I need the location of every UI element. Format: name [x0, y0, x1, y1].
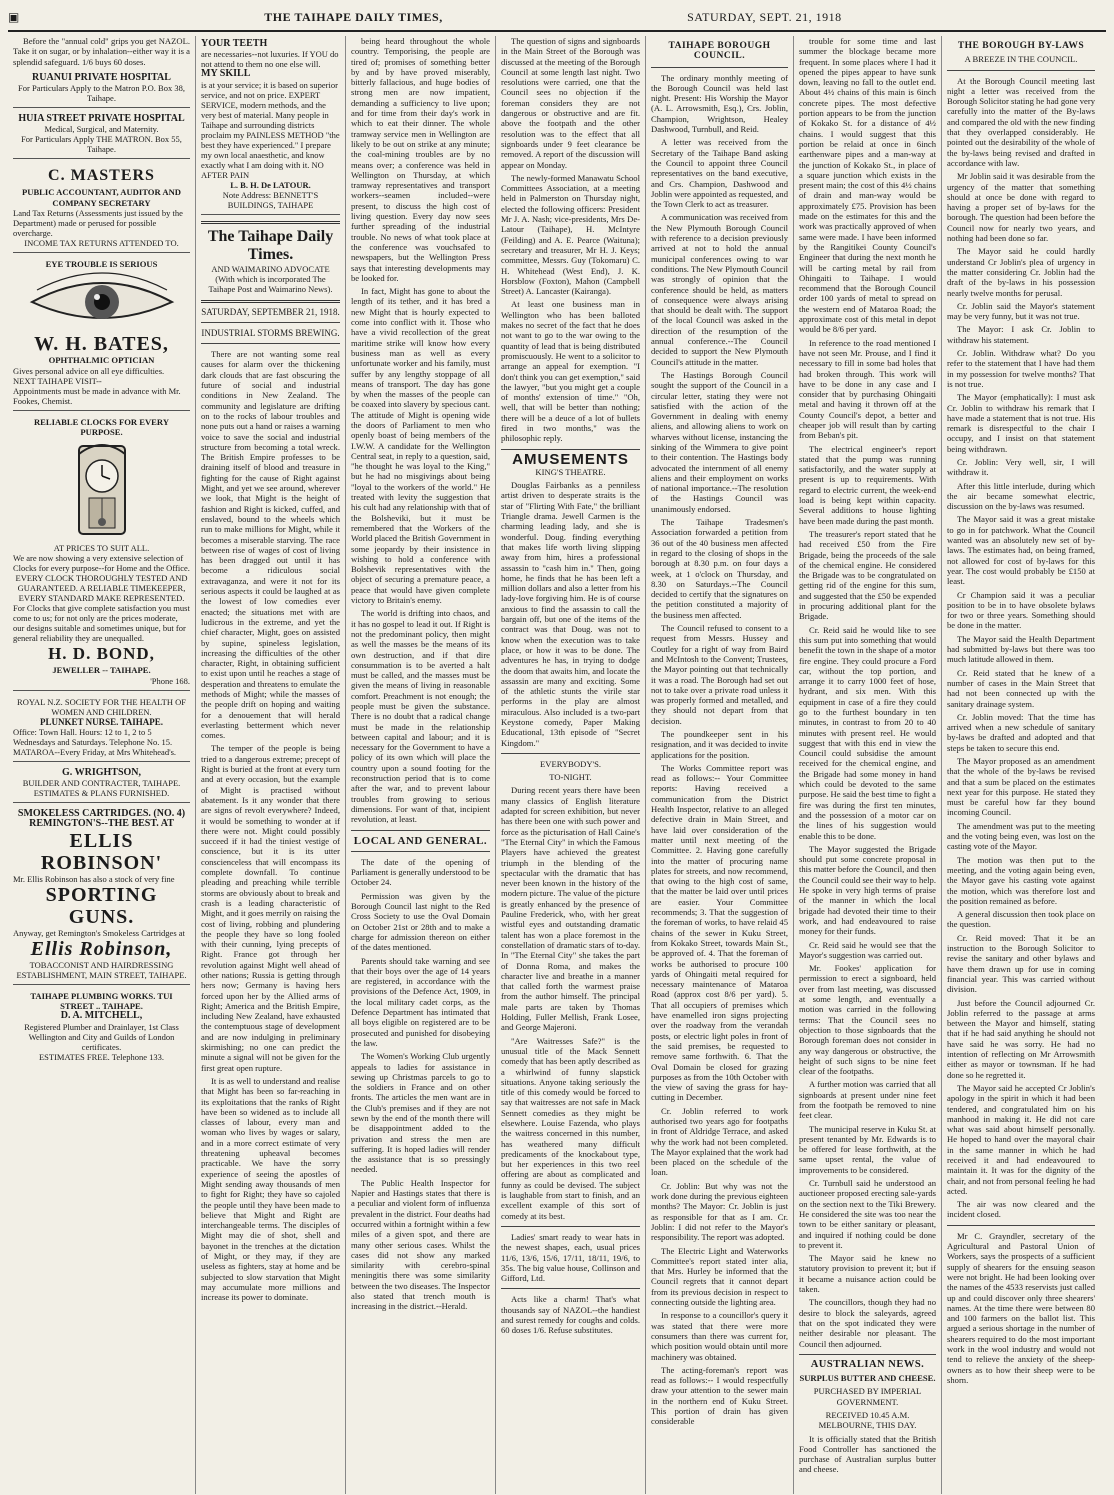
council-paragraph: Cr. Joblin: But why was not the work done during the previous eighteen months? The Mayor: Cr. Joblin is just as responsible for that as I am. Cr. Joblin: I did not refer to the Mayor's responsibility. The report was adopted. [651, 1180, 788, 1243]
bylaws-paragraph: The Mayor said the Health Department had submitted by-laws but there was too much latitude allowed in them. [947, 633, 1095, 665]
divider [501, 1288, 640, 1289]
local-item: The question of signs and signboards in the Main Street of the Borough was discussed at the meeting of the Borough Council at some length last night. Two resolutions were carried, one that the Council sees no objection if the foreman considers they are not dangerous or obstructive and are fit. above the footpath and the other resolution was to the effect that all signboards under 9 feet clearance be removed. A report of the discussion will appear on Monday. [501, 36, 640, 170]
kings-theatre-text: Douglas Fairbanks as a penniless artist driven to desperate straits is the star of "Flirting With Fate," the brilliant Triangle drama. Jewell Carmen is the charming leading lady, and she is wonderful. Doug. finding everything that makes life worth living slipping away from him, hires a professional assassin to "cash him in." Then, going home, he finds that he has been left a million dollars and also a letter from his lady-love forgiving him. He is of course anxious to find the assassin to call the bargain off, but one of the items of the contract was that Doug. was not to know when the execution was to take place, or how it was to be done. The adventures he has, in trying to dodge the doom that awaits him, and locate the assassin are many and exciting. Some of the athletic stunts the virile star performs in the play are almost miraculous. Also included is a two-part Keystone comedy, Paper Making Educational, 13th episode of "Secret Kingdom." [501, 480, 640, 748]
australian-news-text: It is officially stated that the British Food Controller has sanctioned the purchase of Australian surplus butter and cheese. [799, 1433, 936, 1475]
council-paragraph: The poundkeeper sent in his resignation, and it was decided to invite applications for the position. [651, 729, 788, 760]
society-title: ROYAL N.Z. SOCIETY FOR THE HEALTH OF WOMEN AND CHILDREN. [17, 696, 186, 717]
council-paragraph: The electrical engineer's report stated that the pump was running satisfactorily, and the water supply at present is up to requirements. With regard to electric current, the week-end load is being kept within capacity. Several additions to house lighting have been made during the past month. [799, 443, 936, 526]
remington-title: REMINGTON'S--THE BEST. AT [29, 818, 174, 830]
council-paragraph: Cr. Turnbull said he understood an auctioneer proposed erecting sale-yards on the section next to the Tiki Brewery. He considered the site was too near the town to be either sanitary or pleasant, and inquired if nothing could be done to prevent it. [799, 1178, 936, 1250]
local-item: Permission was given by the Borough Council last night to the Red Cross Society to use the Oval Domain on October 21st or 28th and to make a charge for admission thereon on either of the dates mentioned. [351, 890, 490, 953]
kings-theatre-title: KING'S THEATRE. [535, 466, 606, 477]
bylaws-paragraph: Cr. Reid stated that he knew of a number of cases in the Main Street that had not been connected up with the sanitary drainage system. [947, 667, 1095, 709]
australian-news-sub: SURPLUS BUTTER AND CHEESE. [799, 1373, 936, 1384]
clocks-prices: AT PRICES TO SUIT ALL. [53, 543, 150, 554]
plumbing-ad [13, 988, 190, 1066]
column-3 [346, 36, 496, 1494]
tonight-title: TO-NIGHT. [549, 772, 592, 783]
shearers-paragraph: Mr C. Grayndler, secretary of the Agricultural and Pastoral Union of Workers, says the prospects of a sufficient supply of shearers for the ensuing season were not bright. He had been looking over the names of the 4533 reservists just called up and could discover only three shearers' names. At the time there were between 80 and 100 farmers on the ballot list. This argued a serious shortage in the number of shearers required to do the most important work in the wool industry and would not tend to relieve the anxiety of the sheep-owners as to how their sheep were to be shorn. [947, 1230, 1095, 1385]
masters-text: Land Tax Returns (Assessments just issued by the Department) made or perused for possible overcharge. [13, 208, 183, 239]
divider [201, 322, 340, 323]
bylaws-paragraph: Cr. Joblin moved: That the time has arrived when a new schedule of sanitary by-laws be drafted and adopted and that steps be taken to secure this end. [947, 711, 1095, 753]
council-paragraph: The Works Committee report was read as follows:-- Your Committee reports: Having received a communication from the District Health Inspector, relative to an alleged defective drain in Main Street, and have laid over consideration of the matter until next meeting of the Committee. 2. Having gone carefully into the matter of procuring name plates for streets, and now recommend, that owing to the high cost of same, that the matter be laid over until prices are easier. Your Committee recommends; 3. That the suggestion of the foreman of works, to have relaid 45 chains of the sewer in Kuku Street, from Kokako Street, towards Main St., be approved of. 4. That the foreman of works be authorised to procure 100 yards of Ohingaiti metal required for necessary maintenance of Mataroa Road (approx cost 8/6 per yard). 5. That all occupiers of premises which have enamelled iron signs projecting over the roadway from the verandah posts, or electric light poles in front of the said premises, be requested to remove same forthwith. 6. That the Oval Domain be closed for grazing purposes as from the 10th October with the view of saving the grass for hay-cutting in December. [651, 762, 788, 1103]
local-item: The date of the opening of Parliament is generally understood to be October 24. [351, 856, 490, 888]
bates-name: W. H. BATES, [34, 333, 169, 356]
masters-income: INCOME TAX RETURNS ATTENDED TO. [24, 238, 179, 249]
teeth-title: YOUR TEETH [201, 38, 268, 49]
ellis-robinson-name: Ellis Robinson, [30, 937, 173, 960]
bylaws-paragraph: Cr. Reid moved: That it be an instruction to the Borough Solicitor to revise the sanitary and other bylaws and have them drawn up for use in coming financial year. This was carried without division. [947, 932, 1095, 995]
council-paragraph: Cr. Reid said he would see that the Mayor's suggestion was carried out. [799, 939, 936, 960]
divider [351, 830, 490, 831]
divider [799, 1354, 936, 1355]
divider [501, 1226, 640, 1227]
bylaws-paragraph: Cr. Joblin: Very well, sir, I will withdraw it. [947, 456, 1095, 478]
leader-continued: The world is drifting into chaos, and it has no gospel to lead it out. If Right is not the predominant policy, then might as well the masses be the means of its own destruction, and if that dire consummation is to be averted a halt must be called, and the masses must be given the means of living in reasonable comfort. Preachment is not enough; the people must be given the substance. There is no doubt that a radical change must be made in the relationship between capital and labour; and it is necessary for the Government to have a policy of its own which will place the country upon a sound footing for the reconstruction period that is to come after the war, and to prevent labour troubles from growing to serious dimensions. For want of that, incipient revolution, at least. [351, 608, 490, 825]
divider [947, 70, 1095, 71]
council-paragraph: Mr. Fookes' application for permission to erect a signboard, held over from last meeting, was discussed at some length, and eventually a motion was carried in the following terms: That the Council sees no objection to those signboards that the Borough foreman does not consider in any way dangerous or obstructive, the height of such signs to be nine feet clear of the footpaths. [799, 963, 936, 1077]
bates-text: Gives personal advice on all eye difficulties. [13, 365, 165, 376]
clocks-ad [13, 414, 190, 691]
ellis-robinson-sub: TOBACCONIST AND HAIRDRESSING ESTABLISHMENT, MAIN STREET, TAIHAPE. [16, 959, 187, 980]
council-paragraph: The ordinary monthly meeting of the Borough Council was held last night. Present: His Worship the Mayor (A. L. Arrowsmith, Esq.), Crs. Joblin, Champion, Wrightson, Healey Dashwood, Turnbull, and Reid. [651, 72, 788, 135]
bates-appointments: Appointments must be made in advance with Mr. Fookes, Chemist. [13, 385, 181, 406]
hospital-1-text: For Particulars Apply to the Matron P.O. Box 38, Taihape. [18, 83, 185, 104]
bates-visit: NEXT TAIHAPE VISIT-- [13, 375, 102, 386]
leader-continued: being heard throughout the whole country. Temporising, the people are tired of; promises of something better by and by have proved miserably, bitterly fallacious, and huge bodies of strong men are now impatient, demanding a sufficiency to live upon; and for time from their day's work in which to eat their dinner. The whole tramway service men in Wellington are likely to be out on strike at any minute; the coal-mining troubles are by no means over; a conference was held in Wellington on Thursday, at which tramway representatives and transport workers--seamen included--were present, to discuss the high cost of living question. Every day now sees further spreading of the industrial trouble. No news of what took place at the conference was vouchsafed to newspapers, but the Wellington Press says that interesting developments may be looked for. [351, 36, 490, 283]
column-5 [646, 36, 794, 1494]
bylaws-paragraph: Cr. Joblin said the Mayor's statement may be very funny, but it was not true. [947, 300, 1095, 322]
skill-text: is at your service; it is based on superior service, and not on price. EXPERT SERVICE, modern methods, and the very best of material. Many people in Taihape and surrounding districts proclaim my PAINLESS METHOD "the best they have experienced." I prepare my own local anaesthetic, and know exactly what I am doing with it. NO AFTER PAIN [201, 79, 340, 180]
plunket-text: Office: Town Hall. Hours: 12 to 1, 2 to 5 Wednesdays and Saturdays. Telephone No. 15. [13, 726, 173, 747]
mitchell-name: D. A. MITCHELL, [60, 1010, 143, 1022]
mitchell-text: Registered Plumber and Drainlayer, 1st Class Wellington and City and Guilds of London certificates. [24, 1021, 179, 1052]
everybodys-text-2: "Are Waitresses Safe?" is the unusual title of the Mack Sennett comedy that has been aptly described as a whirlwind of funny slapstick situations. Anyone taking seriously the title of this comedy would be forced to say that waitresses are not safe in Mack Sennett comedies as they might be elsewhere. Louise Fazenda, who plays the waitress concerned in this number, has weathered many difficult predicaments of the knockabout type, but her experiences in this two reel offering are about as complicated and funny as could be devised. The subject is laughable from start to finish, and an excellent example of this sort of comedy at its best. [501, 1035, 640, 1221]
divider [947, 1225, 1095, 1226]
columns [8, 36, 1106, 1494]
council-paragraph: Cr. Joblin referred to work authorised two years ago for footpaths in front of Aldridge Terrace, and asked why the work had not been completed. The Mayor explained that the work had been placed on the schedule of the loan. [651, 1105, 788, 1178]
council-paragraph: A letter was received from the Secretary of the Taihape Band asking the Council to appoint three Council representatives on the band executive, and Crs. Champion, Dashwood and Joblin were appointed as requested, and the Town Clerk to act as treasurer. [651, 137, 788, 210]
bylaws-paragraph: The amendment was put to the meeting and the voting being even, was lost on the casting vote of the Mayor. [947, 820, 1095, 852]
council-paragraph: Cr. Reid said he would like to see this sum put into something that would benefit the town in the shape of a motor fire engine. They could procure a Ford car, without the top portion, and arrange it to carry 1000 feet of hose, hydrant, and six men. With this equipment in case of a fire they could go to the furthest boundary in ten minutes, in contrast to from 20 to 40 minutes with present reel. He would suggest that with this end in view the Council could subsidise the amount received for the chemical engine, and the Brigade had some money in hand which could be devoted to the same purpose. He said the best time to fight a fire was during the first ten minutes, and the possession of a motor car on the lines of his suggestion would enable this to be done. [799, 624, 936, 841]
leader-paragraph: It is as well to understand and realise that Might has been so far-reaching in its exploitations that the ranks of Right have been so widened as to include all classes of labour, every man and woman who lives by wages or salary, and in a more correct estimate of very threatening upheaval becomes practicable. We have the sorry experience of seeing the apostles of Might sending away thousands of men to fight for Right; they have so cajoled the people until they have been made to believe that Might and Right are interchangeable terms. The disciples of Might may die of shot, shell and bayonet in the trenches at the dictation of Might, or they may, if they are useless as fighters, stay at home and be subjected to slow starvation that Might may accumulate more millions and increase its power to dominate. [201, 1075, 340, 1303]
divider [501, 449, 640, 450]
council-paragraph: The treasurer's report stated that he had received £50 from the Fire Brigade, being the proceeds of the sale of the chemical engine. He considered the Brigade was to be congratulated on getting rid of the engine for this sum, and suggested that the £50 be expended in procuring additional plant for the Brigade. [799, 528, 936, 622]
bylaws-paragraph: The Mayor: I ask Cr. Joblin to withdraw his statement. [947, 324, 1095, 345]
ellis-text: Mr. Ellis Robinson has also a stock of very fine [13, 873, 175, 884]
bylaws-paragraph: The motion was then put to the meeting, and the voting again being even, the Mayor gave his casting vote against the motion, which was therefore lost and the position remained as before. [947, 854, 1095, 906]
hospital-2-title: HUIA STREET PRIVATE HOSPITAL [18, 113, 185, 125]
nazol-ad-2: Acts like a charm! That's what thousands say of NAZOL--the handiest and surest remedy for coughs and colds. 60 doses 1/6. Refuse substitutes. [501, 1294, 640, 1336]
bylaws-title: THE BOROUGH BY-LAWS [957, 41, 1085, 51]
bylaws-subtitle: A BREEZE IN THE COUNCIL. [964, 54, 1078, 65]
column-4 [496, 36, 646, 1494]
bylaws-paragraph: Just before the Council adjourned Cr. Joblin referred to the passage at arms between the Mayor and himself, stating that if he had said anything he should not have said he was sorry. He had no intention of reflecting on Mr Arrowsmith either as mayor or townsman. If he had done so he regretted it. [947, 997, 1095, 1080]
local-item: The Public Health Inspector for Napier and Hastings states that there is a peculiar and violent form of influenza prevalent in the district. Four deaths had occurred within a fortnight within a few miles of a given spot, and there are many other serious cases. Whilst the cases did not show any marked similarity with cerebro-spinal meningitis there was some similarity between the two diseases. The Inspector also stated that trench mouth is increasing in the district.--Herald. [351, 1177, 490, 1312]
bylaws-paragraph: Cr. Joblin. Withdraw what? Do you refer to the statement that I have had them in my possession for twelve months? That is not true. [947, 348, 1095, 389]
masthead-date: SATURDAY, SEPT. 21, 1918 [687, 9, 842, 24]
dentist-address: Note Address: BENNETT'S BUILDINGS, TAIHAPE [222, 189, 319, 210]
wrightson-title: BUILDER AND CONTRACTER, TAIHAPE. [22, 778, 181, 789]
clock-illustration-icon [13, 440, 190, 540]
masthead-page-mark: ▣ [8, 9, 20, 24]
council-paragraph: trouble for some time and last summer the blockage became more frequent. In some places where I had it opened the pipes appear to have sunk down, leaving no fall to the outlet end. About 4½ chains of this main is 6inch concrete pipes. The most defective portion appears to be from the junction of Kokako St. for a distance of 4½ chains. I would suggest that this portion be relaid at once in 6inch earthenware pipes and a man-way at the junction of Kokako St., in place of a square junction which exists in the present main; the cost of this 4½ chains of drain and man-way would be approximately £75. Provision has been made on the estimates for this and the work was practically approved of when same were made. I have been informed by the Rangitikei County Council's Engineer that during the next month he will be carting metal by rail from Ohingaiti to Taihape. I would recommend that the Borough Council order 100 yards of metal to spread on the western end of Mataroa Road; the approximate cost of this metal in depot would be 8/6 per yard. [799, 36, 936, 335]
leader-title: INDUSTRIAL STORMS BREWING. [201, 327, 340, 338]
bylaws-paragraph: At the Borough Council meeting last night a letter was received from the Borough Solicitor stating he had gone very carefully into the matter of the By-laws and compared the old with the new finding that they overlapped considerably. He pointed out the desirability of the whole of the by-laws being revised and drafted in accordance with law. [947, 75, 1095, 168]
clocks-tested: EVERY CLOCK THOROUGHLY TESTED AND GUARANTEED. A RELIABLE TIMEKEEPER, EVERY STANDARD MAKE REPRESENTED. [15, 573, 188, 604]
everybodys-text: During recent years there have been many classics of English literature adapted for screen exhibition, but never has there been one with such power and force as the picturisation of Hall Caine's "The Eternal City" in which the Famous Players have achieved the greatest triumph in the blending of the spectacular with the dramatic that has never been known in the history of the modern picture. The value of the picture is greatly enhanced by the presence of Pauline Frederick, who, with her great wistful eyes and outstanding dramatic talent has won a place foremost in the constellation of dramatic stars of to-day. In "The Eternal City" she takes the part of Donna Roma, and makes the character live and breathe in a manner that called forth the warmest praise from the author himself. The principal male parts are taken by Thomas Holding, Fuller Mellish, Frank Losee, and George Majeroni. [501, 785, 640, 1033]
clocks-text-2: For Clocks that give complete satisfaction you must come to us; for not only are the prices moderate, our designs suitable and sometimes unique, but for general reliability they are unequalled. [13, 603, 190, 644]
local-item: The newly-formed Manawatu School Committees Association, at a meeting held in Palmerston on Thursday night, elected the following officers: President Mr J. A. Nash; vice-presidents, Mrs De-Latour (Taihape), H. McIntyre (Feilding) and A. E. Pearce (Waituna); secretary and treasurer, Mr H. J. Keys; committee, Messrs. Guy (Tokomaru) C. H. Whitehead (West End), J. K. Horsblow (Foxton), Mahon (Campbell Street) A. Lancaster (Kairanga). [501, 172, 640, 297]
masters-ad [13, 162, 190, 253]
hats-ad: Ladies' smart ready to wear hats in the newest shapes, each, usual prices 11/6, 13/6, 15/6, 17/11, 18/11, 19/6, to 35s. The big value house, Collinson and Gifford, Ltd. [501, 1231, 640, 1284]
clocks-text: We are now showing a very extensive selection of Clocks for every purpose--for Home and the Office. [13, 553, 190, 574]
hospital-1-title: RUANUI PRIVATE HOSPITAL [32, 71, 171, 83]
hospital-2-sub: Medical, Surgical, and Maternity. [44, 124, 159, 135]
skill-title: MY SKILL [201, 68, 251, 80]
teeth-text: are necessaries--not luxuries. If YOU do not attend to them no one else will. [201, 49, 339, 70]
council-paragraph: In response to a councillor's query it was stated that there were more consumers than there was current for, which position would obtain until more machinery was obtained. [651, 1310, 788, 1362]
bylaws-paragraph: The air was now cleared and the incident closed. [947, 1199, 1095, 1220]
plunket-ad [13, 694, 190, 762]
australian-news-sub-2: PURCHASED BY IMPERIAL GOVERNMENT. [813, 1386, 922, 1407]
council-paragraph: The municipal reserve in Kuku St. at present tenanted by Mr. Edwards is to be offered for lease forthwith, at the same upset rental, the value of improvements to be considered. [799, 1123, 936, 1175]
newspaper-nameplate-sub: AND WAIMARINO ADVOCATE (With which is incorporated The Taihape Post and Waimarino News). [208, 263, 333, 294]
masthead [8, 4, 1106, 32]
bates-title: OPHTHALMIC OPTICIAN [48, 355, 155, 366]
council-paragraph: In reference to the road mentioned I have not seen Mr. Prouse, and I find it necessary to fill in some bad holes that had broken through. This work will have to be done in any case and I consider that by purchasing Ohingaiti metal and having it thrown off at the County Council's depot, a better and cheaper job will result than by carting from Beban's pit. [799, 337, 936, 441]
plunket-mataroa: MATAROA--Every Friday, at Mrs Whitehead's. [13, 746, 177, 757]
divider [201, 343, 340, 344]
bylaws-paragraph: Mr Joblin said it was desirable from the urgency of the matter that something should at once be done with regard to having a proper set of by-laws for the borough. The question had been before the Council now for nearly two years, and nothing had been done so far. [947, 171, 1095, 244]
nazol-ad: Before the "annual cold" grips you get NAZOL. Take it on sugar, or by inhalation--either way it is a splendid safeguard. 1/6 buys 60 doses. [13, 36, 190, 67]
plumbing-title: TAIHAPE PLUMBING WORKS. TUI STREET .. TAIHAPE. [30, 990, 173, 1012]
bylaws-paragraph: The Mayor said he could hardly understand Cr Joblin's plea of urgency in the matter considering Cr. Joblin had the draft of the by-laws in his possession nearly twelve months for perusal. [947, 246, 1095, 298]
leader-paragraph: There are not wanting some real causes for alarm over the thickening dark clouds that are fast obscuring the future of social and industrial conditions in New Zealand. The community and legislature are drifting on to the rocks of labour troubles and none puts out a hand or raises a warning voice to save the social and industrial structure from becoming a total wreck. The British Empire professes to be draining itself of blood and treasure in fighting for the cause of Right against Might, and yet we see around, wherever we look, that Might is the height of fashion and Right is kicked, cuffed, and enslaved, bound to the wheels which run to make millions for Might, while it becomes a miserable starving. The race between rise of wages of cost of living has been dragged out until it has become a ridiculous social extravaganza, and were it not for its serious aspects it could be laughed at as the lowest of low comedies ever enacted; the situations met with are ludicrous in the extreme, and yet the chief character, Might, goes on assisted by supine, spineless legislation, increasing the difficulties of the other character, Right, in obtaining sufficient to exist upon until he reaches a stage of desperation and threatens to emulate the methods of Might; while the masses of the people drift on hoping and waiting for a denouement that will herald everlasting betterment which never comes. [201, 349, 340, 741]
eye-illustration-icon [13, 272, 190, 330]
hospital-ad-1 [13, 70, 190, 108]
masters-name: C. MASTERS [48, 167, 155, 185]
australian-news-title: AUSTRALIAN NEWS. [810, 1358, 925, 1370]
ellis-robinson-ad [13, 806, 190, 985]
divider [501, 753, 640, 754]
dentist-ad [201, 36, 340, 215]
bond-phone: 'Phone 168. [150, 675, 190, 686]
bylaws-paragraph: The Mayor said it was a great mistake to go in for patchwork. What the Council wanted was an absolutely new set of by-laws. The estimates had, on being framed, not allowed for cost of by-laws for this year. The cost would probably be £150 at least. [947, 514, 1095, 587]
eye-trouble-title: EYE TROUBLE IS SERIOUS [45, 259, 158, 270]
council-paragraph: The Mayor suggested the Brigade should put some concrete proposal in this matter before the Council, and then the Council could see their way to help. He spoke in very high terms of praise of the manner in which the local brigade had devoted their time to their work, and had endeavoured to raise money for their funds. [799, 843, 936, 937]
amusements-title: AMUSEMENTS [512, 450, 629, 468]
ellis-big: ELLIS ROBINSON' [40, 829, 163, 874]
divider [351, 851, 490, 852]
bond-name: H. D. BOND, [48, 644, 155, 664]
nameplate-rule [201, 221, 340, 224]
mitchell-estimates: ESTIMATES FREE. Telephone 133. [38, 1051, 165, 1062]
local-item: Parents should take warning and see that their boys over the age of 14 years are registered, in accordance with the provisions of the Defence Act, 1909, in the local military cadet corps, as the Defence Department has intimated that all boys eligible on registered are to be prosecuted and punished for disobeying the law. [351, 955, 490, 1048]
hospital-2-text: For Particulars Apply THE MATRON. Box 55, Taihape. [21, 134, 182, 155]
sporting-guns: SPORTING GUNS. [45, 883, 158, 928]
council-paragraph: The Hastings Borough Council sought the support of the Council in a circular letter, stating they were not satisfied with the action of the Government in dealing with enemy aliens, and allowing aliens to work on wharves without license, instancing the sinking of the Wimmera to give point to their contention. The Hastings body advocated the internment of all enemy aliens and their employment on works of national importance.--The resolution of the Hastings Council was unanimously endorsed. [651, 369, 788, 514]
local-item: At least one business man in Wellington who has been balloted makes no secret of the fact that he does not want to go to the war owing to the quantity of lead that is being distributed promiscuously. He went to a solicitor to arrange an appeal for exemption. "I don't think you can get exemption," said the lawyer, "but you might get a couple of months' extension of time." "Oh, well, that will be better than nothing; there will be a deuce of a lot of bullets fired in two months," was the philosophic reply. [501, 299, 640, 444]
wrightson-name: G. WRIGHTSON, [62, 766, 141, 778]
masthead-title: THE TAIHAPE DAILY TIMES, [264, 9, 443, 24]
local-item: The Women's Working Club urgently appeals to ladies for assistance in sewing up Christmas parcels to go to the soldiers in France and on other fronts. The articles the men want are in the Club's premises and if they are not sewn by the end of the month there will be disappointment added to the privation and stress the men are suffering. It is hoped ladies will render the assistance that is so pressingly needed. [351, 1051, 490, 1175]
hospital-ad-2 [13, 111, 190, 159]
local-general-title: LOCAL AND GENERAL. [353, 834, 488, 847]
everybodys-title: EVERYBODY'S. [540, 758, 601, 769]
council-paragraph: The Taihape Tradesmen's Association forwarded a petition from 36 out of the 40 business men affected in regard to the closing of shops in the borough at 8.30 p.m. on four days a week, at 1 o'clock on Thursday, and 8.30 on Saturdays.--The Council decided to certify that the signatures on the petition constituted a majority of the business men affected. [651, 517, 788, 620]
wrightson-estimates: ESTIMATES & PLANS FURNISHED. [33, 788, 170, 799]
bylaws-paragraph: Cr Champion said it was a peculiar position to be in to have obsolete bylaws for two or three years. Something should be done in the matter. [947, 589, 1095, 631]
wrightson-ad [13, 765, 190, 803]
sporting-text: Anyway, get Remington's Smokeless Cartridges at [13, 927, 185, 938]
council-paragraph: The acting-foreman's report was read as follows:-- I would respectfully draw your attention to the sewer main in the northern end of Kuku Street. This portion of drain has given considerable [651, 1364, 788, 1427]
borough-council-title: TAIHAPE BOROUGH COUNCIL. [668, 41, 771, 62]
column-1 [8, 36, 196, 1494]
bylaws-paragraph: The Mayor proposed as an amendment that the whole of the by-laws be revised and that a sum be placed on the estimates next year for this purpose. He stated they must be careful how far they bound incoming Council. [947, 756, 1095, 818]
bylaws-paragraph: The Mayor (emphatically): I must ask Cr. Joblin to withdraw his remark that I have made a statement that is not true. His remark is disrespectful to the chair I occupy, and I insist on that statement being withdrawn. [947, 392, 1095, 454]
bylaws-paragraph: The Mayor said he accepted Cr Joblin's apology in the spirit in which it had been tendered, and congratulated him on his manhood in making it. He did not care what was said about himself personally. He hoped to hand over the mayoral chair in the same manner in which he had received it and had endeavoured to maintain it. It was for the dignity of the chair, and not from personal feeling he had acted. [947, 1082, 1095, 1196]
council-paragraph: The Electric Light and Waterworks Committee's report stated inter alia, that Mrs. Hurley be informed that the Council regrets that it cannot depart from its previous decision in respect to connecting outside the lighting area. [651, 1245, 788, 1308]
bylaws-paragraph: After this little interlude, during which the air became somewhat electric, discussion on the by-laws was resumed. [947, 480, 1095, 512]
bylaws-paragraph: A general discussion then took place on the question. [947, 909, 1095, 930]
leader-dateline: SATURDAY, SEPTEMBER 21, 1918. [201, 306, 340, 317]
council-paragraph: A further motion was carried that all signboards at present under nine feet from the footpath be removed to nine feet clear. [799, 1079, 936, 1121]
column-6 [794, 36, 942, 1494]
clocks-title: RELIABLE CLOCKS FOR EVERY PURPOSE. [33, 416, 170, 437]
australian-news-date: RECEIVED 10.45 A.M. MELBOURNE, THIS DAY. [818, 1410, 917, 1431]
dentist-name: L. B. H. De LATOUR. [230, 179, 311, 190]
council-paragraph: The councillors, though they had no desire to block the saleyards, agreed that on the spot indicated they were neither desirable nor pleasant. The Council then adjourned. [799, 1297, 936, 1349]
column-7 [942, 36, 1100, 1494]
council-paragraph: The Council refused to consent to a request from Messrs. Hussey and Coutley for a right of way from Baird and McIntosh to the Convent; Trustees, the Mayor pointing out that technically it was a road. The Borough had set out not to take over a private road unless it was properly formed and metalled, and they should not depart from that decision. [651, 623, 788, 726]
nameplate-rule-2 [201, 300, 340, 303]
leader-continued: In fact, Might has gone to about the length of its tether, and it has bred a new Might that is hourly expected to come into conflict with it. Those who have a vivid recollection of the great maritime strike will know how every business man as well as every unfortunate worker and his family, must suffer by any lengthy stoppage of all means of transport. The day has gone by when the masses of the people can be coaxed into slavery by specious cant. The attitude of Might is opening wide the doors of Parliament to men who openly boast of being members of the I.W.W. A candidate for the Wellington Central seat, in reply to a question, said, "he thought he was loyal to the King," but he had no misgivings about being "loyal to the workers of the world." He treated with levity the suggestion that his cult had any relationship with that of the Bolsheviki, but it must be remembered that the Workers of the World placed the British Government in some jeopardy by their insistence in wishing to hold a conference with Bolshevik representatives with the object of securing a premature peace, a peace that would have given complete victory to Britain's enemy. [351, 286, 490, 606]
newspaper-nameplate: The Taihape Daily Times. [207, 227, 334, 263]
masters-title: PUBLIC ACCOUNTANT, AUDITOR AND COMPANY SECRETARY [21, 187, 181, 208]
divider [651, 67, 788, 68]
council-paragraph: The Mayor said he knew no statutory provision to prevent it; but if it became a nuisance action could be taken. [799, 1253, 936, 1295]
council-paragraph: A communication was received from the New Plymouth Borough Council with reference to a decision previously arrived at not to hold the annual municipal conferences owing to war conditions. The New Plymouth Council was strongly of opinion that the conference should be held, as matters of consequence were always arising that should be dealt with. The support of the local Council was asked in the direction of the resumption of the annual conference.--The Council decided to support the New Plymouth Council's attitude in the matter. [651, 212, 788, 367]
leader-paragraph: The temper of the people is being tried to a dangerous extreme; precept of Right is buried at the front at every turn and at every occasion, but the example of Might is practised without abatement. Is it any wonder that there are signs of revolt everywhere? Indeed, it would be something to wonder at if there were not. Might could possibly succeed if it had the tiniest vestige of conscience, but it is its utter conscienceless that will encompass its complete downfall. To continue pleading and preaching while terrible storms are obviously about to break and crash is a leading characteristic of Might, and it goes merrily on raising the cost of living, robbing and plundering the people they have so long fooled with their cunning, lying precepts of Right. France got through her revolution against Might well ahead of other nations; Russia is getting through hers now; Germany is having hers forced upon her by the Allied arms of Right; America and the British Empire, including New Zealand, have exhausted the contemptuous stage of development and are now indulging in preliminary skirmishing; no one can predict the minute a signal will not be given for the first great open rupture. [201, 743, 340, 1073]
optician-ad [13, 256, 190, 411]
plunket-title: PLUNKET NURSE. TAIHAPE. [39, 716, 164, 727]
column-2 [196, 36, 346, 1494]
smokeless-title: SMOKELESS CARTRIDGES. (NO. 4) [17, 808, 186, 820]
bond-title: JEWELLER -- TAIHAPE. [52, 665, 151, 676]
